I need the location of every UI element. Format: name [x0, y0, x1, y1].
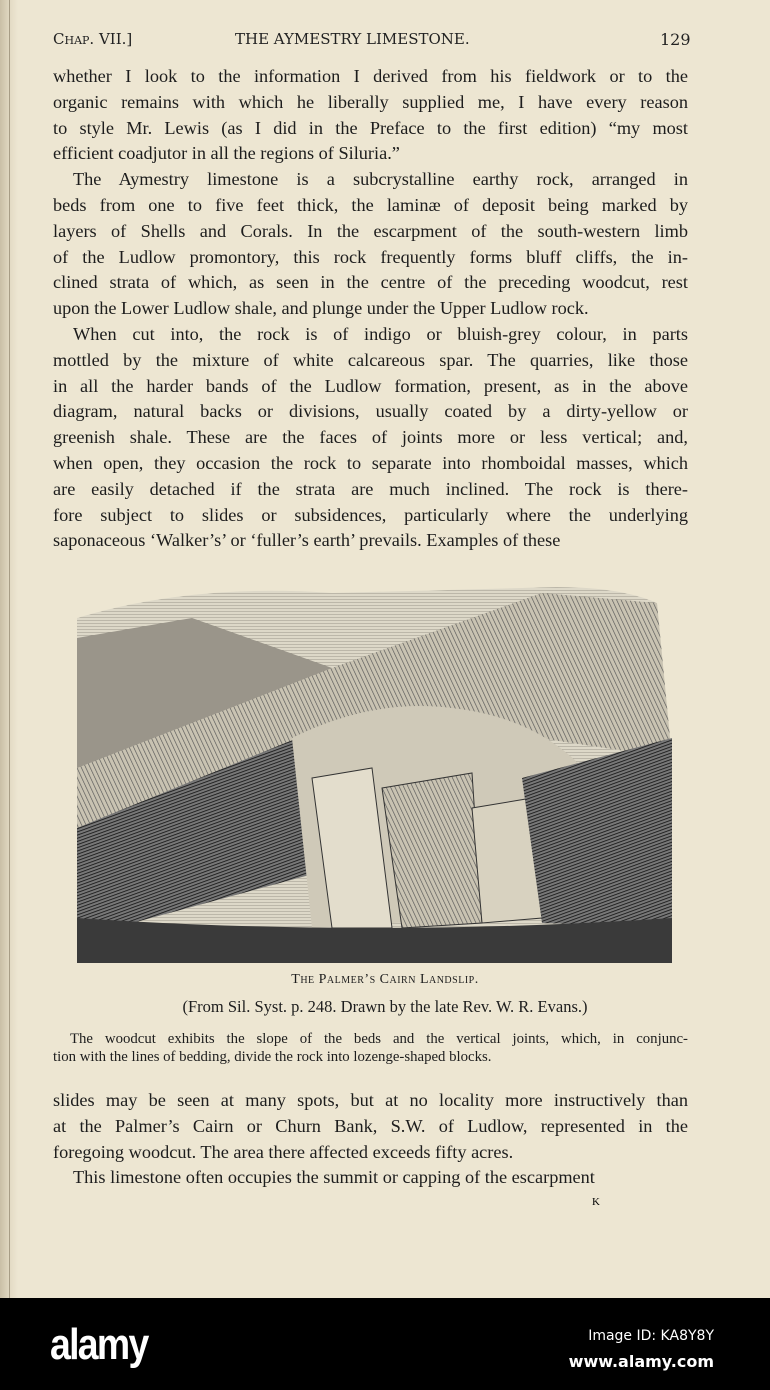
text-line: This limestone often occupies the summit or capping of the escarpment: [73, 1167, 595, 1188]
text-line: beds from one to five feet thick, the laminæ of deposit being marked by: [53, 195, 688, 215]
alamy-logo: alamy: [50, 1320, 148, 1369]
text-line: slides may be seen at many spots, but at no locality more instructively than: [53, 1090, 688, 1110]
site-url: www.alamy.com: [568, 1352, 714, 1371]
woodcut-illustration: [72, 578, 674, 963]
image-id: Image ID: KA8Y8Y: [588, 1328, 714, 1344]
text-line: diagram, natural backs or divisions, usually coated by a dirty-yellow or: [53, 401, 688, 422]
signature-mark: K: [592, 1196, 600, 1208]
figure-note-line: The woodcut exhibits the slope of the beds and the vertical joints, which, in conjunc-: [70, 1031, 688, 1047]
text-line: in all the harder bands of the Ludlow formation, present, as in the above: [53, 375, 688, 396]
text-line: of the Ludlow promontory, this rock frequently forms bluff cliffs, the in-: [53, 246, 688, 267]
binding-edge: [9, 0, 10, 1298]
page-number: 129: [660, 30, 691, 49]
text-line: fore subject to slides or subsidences, particularly where the underlying: [53, 504, 688, 525]
text-line: foregoing woodcut. The area there affected exceeds fifty acres.: [53, 1141, 514, 1162]
chapter-label: Chap. VII.]: [53, 30, 133, 48]
text-line: layers of Shells and Corals. In the escarpment of the south-western limb: [53, 220, 688, 241]
text-line: efficient coadjutor in all the regions of Siluria.”: [53, 143, 400, 164]
text-line: saponaceous ‘Walker’s’ or ‘fuller’s earth’ prevails. Examples of these: [53, 530, 561, 551]
text-line: organic remains with which he liberally supplied me, I have every reason: [53, 91, 688, 112]
text-line: upon the Lower Ludlow shale, and plunge under the Upper Ludlow rock.: [53, 298, 589, 319]
text-line: greenish shale. These are the faces of joints more or less vertical; and,: [53, 427, 688, 448]
text-line: at the Palmer’s Cairn or Churn Bank, S.W. of Ludlow, represented in the: [53, 1115, 688, 1136]
text-line: mottled by the mixture of white calcareous spar. The quarries, like those: [53, 349, 688, 370]
text-line: to style Mr. Lewis (as I did in the Preface to the first edition) “my most: [53, 117, 688, 138]
text-line: clined strata of which, as seen in the centre of the preceding woodcut, rest: [53, 272, 688, 293]
text-line: are easily detached if the strata are much inclined. The rock is there-: [53, 478, 688, 499]
running-title: THE AYMESTRY LIMESTONE.: [235, 30, 470, 48]
text-line: The Aymestry limestone is a subcrystalline earthy rock, arranged in: [73, 169, 688, 190]
figure-source: (From Sil. Syst. p. 248. Drawn by the late Rev. W. R. Evans.): [182, 997, 588, 1016]
figure-note-line: tion with the lines of bedding, divide the rock into lozenge-shaped blocks.: [53, 1049, 492, 1065]
text-line: whether I look to the information I derived from his fieldwork or to the: [53, 66, 688, 86]
text-line: When cut into, the rock is of indigo or bluish-grey colour, in parts: [73, 324, 688, 344]
figure-title: The Palmer’s Cairn Landslip.: [291, 972, 479, 987]
text-line: when open, they occasion the rock to separate into rhomboidal masses, which: [53, 453, 688, 473]
watermark-footer: [0, 1298, 770, 1390]
